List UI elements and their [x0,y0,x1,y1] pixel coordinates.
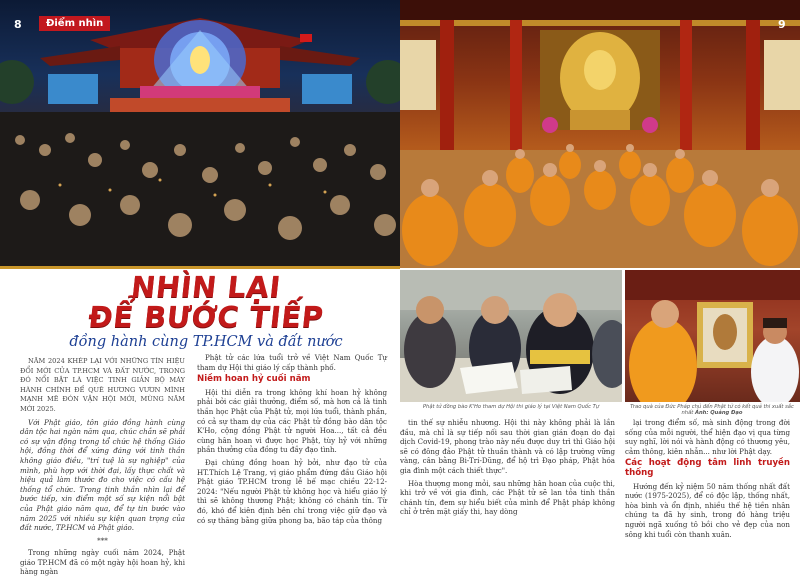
intro-paragraph: Với Phật giáo, tôn giáo đồng hành cùng dân tộc hai ngàn năm qua, chúc chắn sẽ phải có sự vận động trong tổ chức hệ thống Giáo hội, đồng thời để xứng đáng với tinh thần không giáo điều, "trí tuệ là sự nghiệp" của mình, phù hợp với thời đại, lấy thực chất và hiệu quả làm thước đo cho việc có cấu hệ thống tổ chức. Trong tinh thần nhìn lại để bước tiếp, xin điểm một số sự kiện nổi bật của Phật giáo năm qua, để tự tin bước vào năm 2025 với nhiều sự kiện quan trọng của đất nước, TP.HCM và Phật giáo. [20,417,185,533]
article-column-3 [400,418,615,520]
headline [20,272,392,350]
ceremony-illustration [0,0,400,268]
body-paragraph: Hội thi diễn ra trong không khí hoan hỷ không phải bởi các giải thưởng, điểm số, mà hơn cả là tinh thần học Phật của Phật tử, mọi lứa tuổi, thành phần, có cả sự tham dự của các Phật tử đồng bào dân tộc K'Ho, cộng đồng Phật tử người Hoa..., tất cả đều cùng hân hoan vì được học Phật, tùy hỷ với những phần thưởng của đồng tu đầy đạo tình. [197,387,387,455]
article-column-4 [625,418,790,542]
youth-illustration [400,270,622,402]
caption-gift-credit: Ảnh: Quảng Đạo [694,410,743,417]
caption-gift [628,404,796,417]
body-paragraph: lại trong điểm số, mà sinh động trong đời sống của mỗi người, thể hiện đạo vị qua từng suy nghĩ, lời nói và hành động có thương yêu, cảm thông, kiên nhẫn... như lời Phật dạy. [625,418,790,456]
article-column-1 [20,357,185,580]
body-paragraph: Hòa thượng mong mỏi, sau những hân hoan của cuộc thi, khi trở về với gia đình, các Phật tử sẽ lan tỏa tinh thần chánh tín, đem sự hiểu biết của mình để Phật pháp không chỉ ở trên mặt giấy thi, hay dòng [400,478,615,517]
subheading-joy: Niềm hoan hỷ cuối năm [197,374,311,385]
page-number-left: 8 [14,18,22,31]
subheading-spiritual: Các hoạt động tâm linh truyền thống [625,458,790,478]
caption-gift-text: Trao quà của Đức Pháp chủ đến Phật tử có kết quả thi xuất sắc nhất [630,404,794,417]
photo-gift-ceremony [625,270,800,402]
gold-divider [0,266,400,269]
section-tag: Điểm nhìn [39,16,110,31]
photo-lotus-ceremony [0,0,400,268]
body-paragraph: Hướng đến kỷ niệm 50 năm thống nhất đất nước (1975-2025), để có độc lập, thống nhất, hòa bình và ổn định, nhiều thế hệ tiền nhân chúng ta đã hy sinh, trong đó hàng triệu người ngã xuống tô bồi cho vẻ đẹp của non sông khi tuổi còn thanh xuân. [625,481,790,539]
photo-youth-exam [400,270,622,402]
headline-line-2: ĐỂ BƯỚC TIẾP [86,300,326,334]
body-paragraph: Đại chúng đồng hoan hỷ bởi, như đạo tử của HT.Thích Lệ Trang, vị giáo phẩm đứng đầu Giáo hội Phật giáo TP.HCM trong lễ bế mạc chiều 22-12-2024: "Nếu người Phật tử không học và hiểu giáo lý thì sẽ không thương Phật; không có chánh tín. Từ đó, khó để kiên định bên chí trong việc giữ đạo và có sự thăng bằng giữa phong ba, bão táp của thông [197,457,387,525]
gift-illustration [625,270,800,402]
body-paragraph: tin thế sự nhiễu nhương. Hội thi này không phải là lần đầu, mà chỉ là sự tiếp nối sau thời gian gián đoạn do đại dịch Covid-19, phong trào này nếu được duy trì thì Giáo hội sẽ có đông đảo Phật tử thuần thành và có lập trường vững vàng, cân bằng Bi-Trí-Dũng, để hộ trì Đạo pháp, Phật hóa gia đình một cách thiết thực". [400,418,615,475]
lead-paragraph: NĂM 2024 KHÉP LẠI VỚI NHỮNG TÍN HIỆU ĐỔI MỚI CỦA TP.HCM VÀ ĐẤT NƯỚC, TRONG ĐÓ NỔI BẬT LÀ VIỆC TINH GIẢN BỘ MÁY HÀNH CHÍNH ĐỂ QUÊ HƯƠNG VƯƠN MÌNH MẠNH MẼ ĐÓN VẬN HỘI MỚI, MÙNG NĂM MỚI 2025. [20,357,185,413]
headline-line-1: NHÌN LẠI [129,270,283,304]
body-paragraph: Phật tử các lứa tuổi trở về Việt Nam Quốc Tự tham dự Hội thi giáo lý cấp thành phố. [197,353,387,372]
body-paragraph: Trong những ngày cuối năm 2024, Phật giáo TP.HCM đã có một ngày hội hoan hỷ, khi hàng ngàn [20,548,185,577]
page-number-right: 9 [778,18,786,31]
article-column-2 [197,353,387,528]
photo-monks-hall [400,0,800,268]
monks-illustration [400,0,800,268]
headline-subtitle: đồng hành cùng TP.HCM và đất nước [69,334,343,350]
section-separator: *** [97,535,108,545]
caption-youth: Phật tử đồng bào K'Ho tham dự Hội thi giáo lý tại Việt Nam Quốc Tự [422,404,600,410]
